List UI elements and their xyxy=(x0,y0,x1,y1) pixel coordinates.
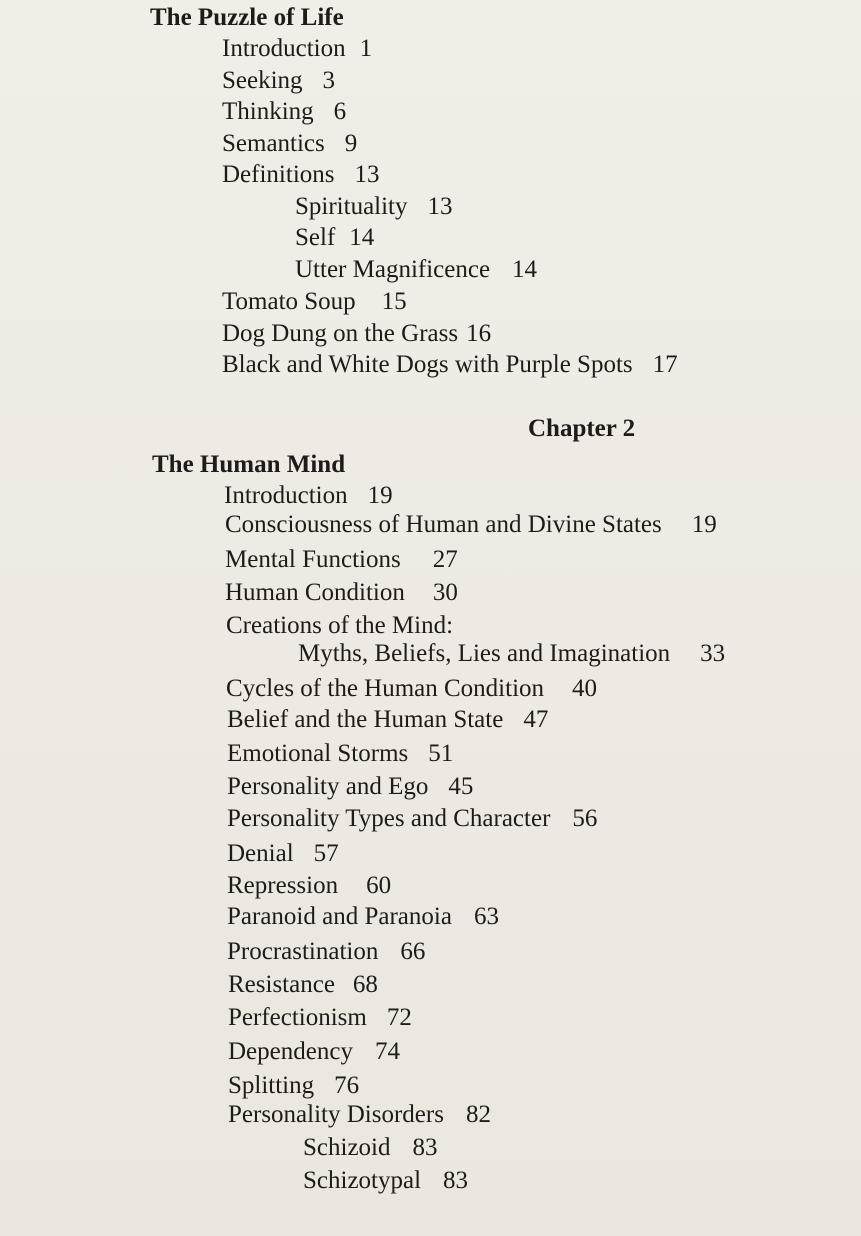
toc-entry xyxy=(228,1072,359,1100)
toc-entry xyxy=(225,546,458,574)
toc-entry-page: 51 xyxy=(428,740,454,767)
toc-entry-label: Belief and the Human State xyxy=(227,706,504,733)
chapter-1-title: The Puzzle of Life xyxy=(150,4,344,31)
toc-entry-page: 47 xyxy=(523,706,549,733)
toc-entry-label: Mental Functions xyxy=(225,546,401,573)
toc-entry-page: 66 xyxy=(400,938,426,965)
toc-entry-label: Personality Disorders xyxy=(228,1101,444,1128)
toc-entry-label: Creations of the Mind: xyxy=(226,612,454,639)
toc-entry-label: Black and White Dogs with Purple Spots xyxy=(222,351,633,378)
toc-entry-label: Schizoid xyxy=(303,1134,391,1161)
toc-entry xyxy=(226,612,453,640)
toc-entry-page: 83 xyxy=(412,1134,438,1161)
toc-entry xyxy=(222,288,407,316)
toc-entry xyxy=(227,872,391,900)
toc-entry-page: 30 xyxy=(432,579,458,606)
toc-entry-label: Human Condition xyxy=(225,579,405,606)
toc-entry-page: 72 xyxy=(386,1004,412,1031)
toc-entry xyxy=(228,1038,400,1066)
toc-entry xyxy=(222,320,491,348)
chapter-2-title: The Human Mind xyxy=(152,451,346,478)
toc-entry-label: Personality Types and Character xyxy=(227,805,551,832)
toc-entry-label: Repression xyxy=(227,872,339,899)
toc-subentry xyxy=(303,1167,468,1195)
toc-entry-label: Splitting xyxy=(228,1072,315,1099)
toc-entry-page: 1 xyxy=(359,35,373,62)
toc-entry-page: 33 xyxy=(700,640,726,667)
toc-entry xyxy=(227,740,453,768)
toc-entry-label: Dog Dung on the Grass xyxy=(222,320,459,347)
toc-entry-page: 9 xyxy=(344,130,358,157)
toc-entry-page: 40 xyxy=(572,675,598,702)
toc-entry xyxy=(227,938,425,966)
toc-subentry xyxy=(295,224,374,252)
toc-entry xyxy=(225,511,717,539)
toc-entry-label: Denial xyxy=(227,840,294,867)
toc-entry xyxy=(227,903,499,931)
toc-entry xyxy=(226,675,597,703)
toc-entry-label: Introduction xyxy=(224,482,348,509)
toc-entry-page: 19 xyxy=(367,482,393,509)
toc-entry-page: 14 xyxy=(512,256,538,283)
toc-entry-page: 13 xyxy=(354,161,380,188)
toc-entry-label: Utter Magnificence xyxy=(295,256,491,283)
toc-entry-label: Seeking xyxy=(222,67,303,94)
toc-entry-label: Self xyxy=(295,224,336,251)
toc-entry-page: 14 xyxy=(349,224,375,251)
toc-entry-label: Thinking xyxy=(222,98,314,125)
toc-entry-page: 27 xyxy=(432,546,458,573)
toc-entry xyxy=(227,773,473,801)
toc-entry-page: 83 xyxy=(443,1167,469,1194)
toc-entry xyxy=(222,98,346,126)
toc-entry-label: Semantics xyxy=(222,130,325,157)
toc-subentry xyxy=(295,256,537,284)
toc-entry-label: Myths, Beliefs, Lies and Imagination xyxy=(298,640,671,667)
toc-entry xyxy=(227,706,548,734)
toc-entry-page: 57 xyxy=(313,840,339,867)
toc-subentry xyxy=(295,193,453,221)
toc-entry-page: 82 xyxy=(465,1101,491,1128)
toc-entry-label: Definitions xyxy=(222,161,335,188)
toc-entry xyxy=(228,971,378,999)
toc-entry-label: Personality and Ego xyxy=(227,773,429,800)
toc-entry-label: Dependency xyxy=(228,1038,353,1065)
toc-entry-page: 74 xyxy=(374,1038,400,1065)
toc-entry-label: Paranoid and Paranoia xyxy=(227,903,452,930)
toc-entry xyxy=(227,840,339,868)
toc-entry-label: Emotional Storms xyxy=(227,740,409,767)
toc-entry xyxy=(222,67,335,95)
toc-entry-page: 3 xyxy=(322,67,336,94)
toc-entry xyxy=(227,805,597,833)
toc-entry xyxy=(224,482,393,510)
toc-entry xyxy=(228,1101,491,1129)
toc-entry xyxy=(225,579,458,607)
toc-entry xyxy=(222,351,678,379)
toc-entry-page: 13 xyxy=(427,193,453,220)
toc-entry-page: 45 xyxy=(448,773,474,800)
toc-entry-page: 63 xyxy=(473,903,499,930)
toc-entry-label: Schizotypal xyxy=(303,1167,422,1194)
toc-entry-page: 15 xyxy=(381,288,407,315)
toc-entry-label: Resistance xyxy=(228,971,335,998)
toc-entry xyxy=(222,130,357,158)
toc-entry-label: Cycles of the Human Condition xyxy=(226,675,545,702)
toc-entry-page: 6 xyxy=(333,98,347,125)
toc-entry-page: 56 xyxy=(572,805,598,832)
toc-entry-page: 19 xyxy=(691,511,717,538)
toc-entry-page: 16 xyxy=(466,320,492,347)
toc-entry xyxy=(228,1004,412,1032)
toc-entry-label: Spirituality xyxy=(295,193,408,220)
toc-subentry xyxy=(298,640,725,668)
toc-entry-page: 76 xyxy=(334,1072,360,1099)
toc-entry-label: Introduction xyxy=(222,35,346,62)
toc-entry-label: Procrastination xyxy=(227,938,379,965)
toc-entry-page: 17 xyxy=(652,351,678,378)
toc-entry-label: Consciousness of Human and Divine States xyxy=(225,511,662,538)
toc-entry-page: 60 xyxy=(366,872,392,899)
toc-entry-page: 68 xyxy=(352,971,378,998)
toc-entry-label: Perfectionism xyxy=(228,1004,367,1031)
toc-entry xyxy=(222,161,380,189)
toc-entry xyxy=(222,35,372,63)
toc-entry-label: Tomato Soup xyxy=(222,288,356,315)
toc-subentry xyxy=(303,1134,438,1162)
chapter-2-number: Chapter 2 xyxy=(528,415,636,442)
